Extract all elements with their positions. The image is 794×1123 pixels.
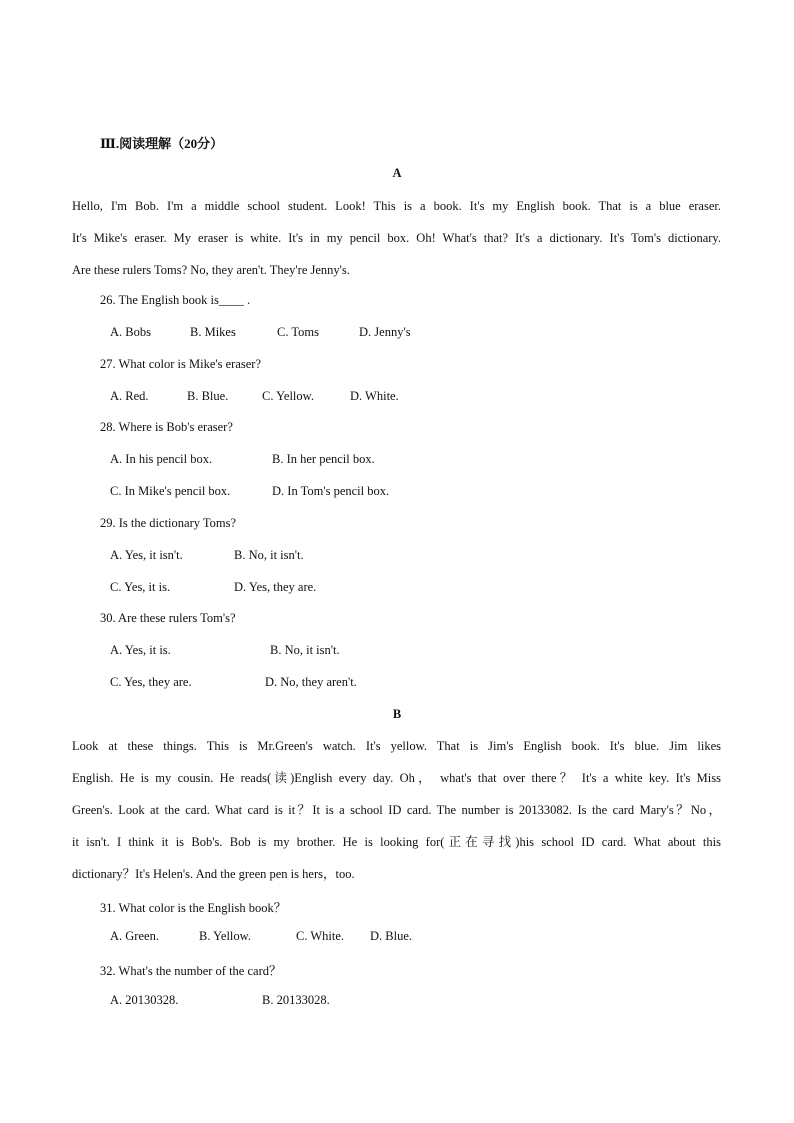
passage-line: Green's. Look at the card. What card is it？It is a school ID card. The number is 20133082. Is the card Mary's？No， (72, 803, 721, 817)
question-31: 31. What color is the English book？ (100, 901, 287, 915)
question-32: 32. What's the number of the card？ (100, 964, 282, 978)
option-a: A. 20130328. (110, 993, 179, 1007)
option-d: D. Yes, they are. (234, 580, 317, 594)
option-d: D. No, they aren't. (265, 675, 357, 689)
question-28: 28. Where is Bob's eraser? (100, 420, 233, 434)
passage-line: Are these rulers Toms? No, they aren't. They're Jenny's. (72, 263, 350, 277)
option-b: B. Mikes (190, 325, 236, 339)
option-c: C. Yellow. (262, 389, 314, 403)
option-a: A. Yes, it is. (110, 643, 171, 657)
option-d: D. Jenny's (359, 325, 411, 339)
passage-line: Hello, I'm Bob. I'm a middle school student. Look! This is a book. It's my English book. That is a blue eraser. (72, 199, 721, 213)
option-c: C. Yes, it is. (110, 580, 171, 594)
option-a: A. Green. (110, 929, 159, 943)
section-title: Ⅲ.阅读理解（20分） (100, 136, 224, 151)
option-a: A. Yes, it isn't. (110, 548, 183, 562)
option-b: B. Yellow. (199, 929, 251, 943)
option-b: B. In her pencil box. (272, 452, 375, 466)
part-a-label: A (392, 166, 402, 180)
option-a: A. In his pencil box. (110, 452, 213, 466)
option-b: B. No, it isn't. (270, 643, 340, 657)
option-d: D. White. (350, 389, 399, 403)
part-a-passage (72, 190, 721, 286)
passage-line: Look at these things. This is Mr.Green's watch. It's yellow. That is Jim's English book. It's blue. Jim likes (72, 739, 721, 753)
part-b-passage (72, 730, 721, 890)
passage-line: dictionary？It's Helen's. And the green pen is hers，too. (72, 867, 355, 881)
option-a: A. Bobs (110, 325, 151, 339)
part-b-label: B (392, 707, 402, 721)
option-c: C. Toms (277, 325, 319, 339)
option-b: B. No, it isn't. (234, 548, 304, 562)
option-d: D. In Tom's pencil box. (272, 484, 390, 498)
question-26: 26. The English book is____ . (100, 293, 251, 307)
question-30: 30. Are these rulers Tom's? (100, 611, 236, 625)
option-c: C. White. (296, 929, 345, 943)
question-27: 27. What color is Mike's eraser? (100, 357, 261, 371)
option-c: C. In Mike's pencil box. (110, 484, 231, 498)
option-c: C. Yes, they are. (110, 675, 192, 689)
option-d: D. Blue. (370, 929, 413, 943)
option-b: B. Blue. (187, 389, 229, 403)
passage-line: English. He is my cousin. He reads(读)English every day. Oh， what's that over there？ It's a white key. It's Miss (72, 771, 721, 785)
option-a: A. Red. (110, 389, 149, 403)
question-29: 29. Is the dictionary Toms? (100, 516, 237, 530)
option-b: B. 20133028. (262, 993, 330, 1007)
passage-line: it isn't. I think it is Bob's. Bob is my brother. He is looking for(正在寻找)his school ID card. What about this (72, 835, 721, 849)
passage-line: It's Mike's eraser. My eraser is white. It's in my pencil box. Oh! What's that? It's a dictionary. It's Tom's dictionary. (72, 231, 721, 245)
